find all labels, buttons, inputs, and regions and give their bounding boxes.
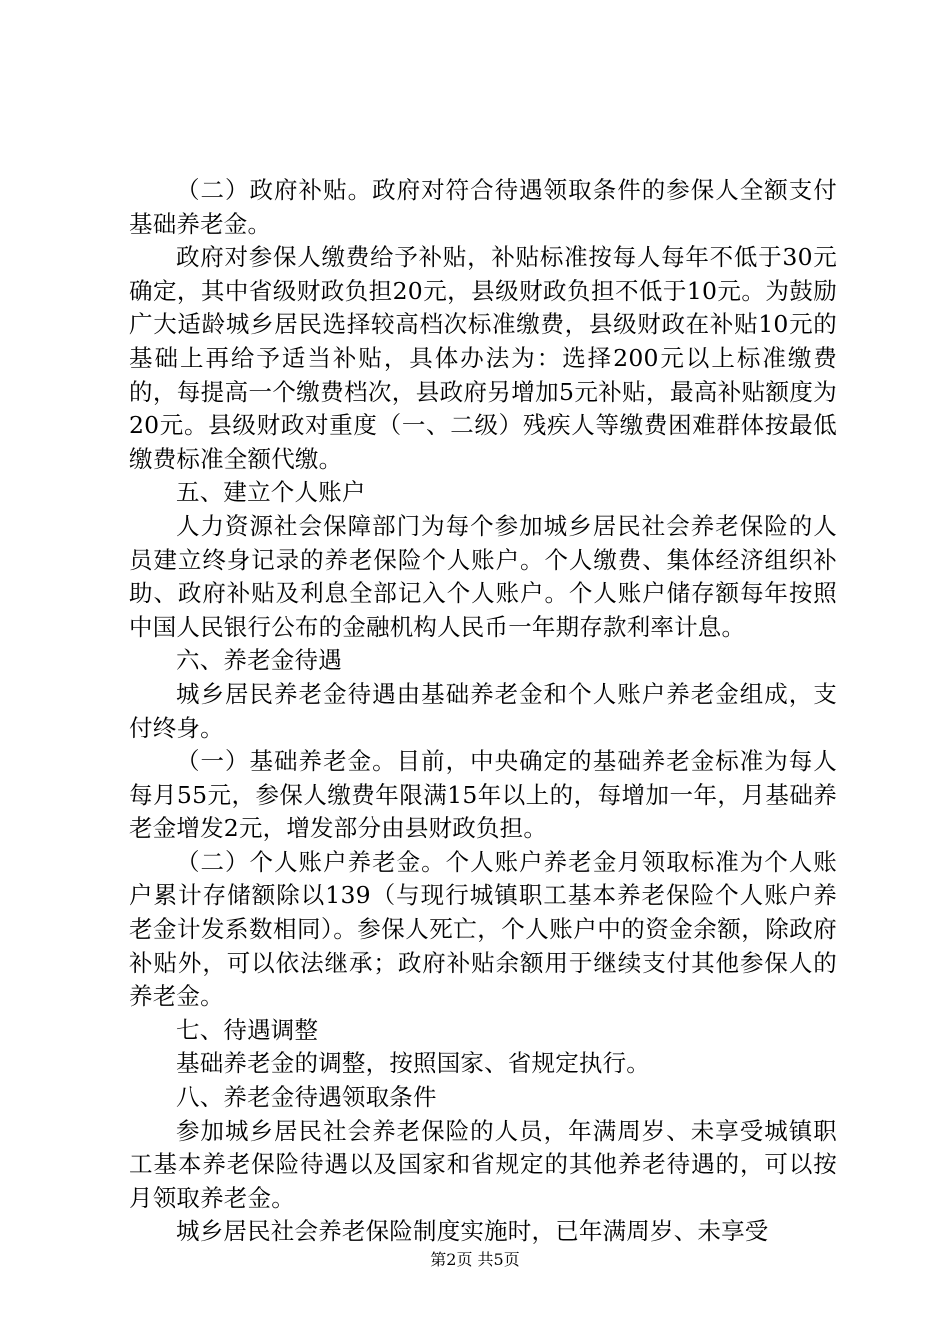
- paragraph-benefit-adjustment: 基础养老金的调整，按照国家、省规定执行。: [176, 1049, 650, 1078]
- paragraph-personal-account: 人力资源社会保障部门为每个参加城乡居民社会养老保险的人员建立终身记录的养老保险个人账户。个人缴费、集体经济组织补助、政府补贴及利息全部记入个人账户。个人账户储存额每年按照中国人民银行公布的金融机构人民币一年期存款利率计息。: [129, 511, 837, 641]
- page-number-footer: 第2页 共5页: [430, 1250, 520, 1269]
- section-heading-eligibility: 八、养老金待遇领取条件: [176, 1083, 437, 1112]
- section-heading-benefit-adjustment: 七、待遇调整: [176, 1015, 319, 1044]
- section-heading-personal-account: 五、建立个人账户: [176, 478, 366, 507]
- paragraph-implementation: 城乡居民社会养老保险制度实施时，已年满周岁、未享受: [176, 1217, 769, 1246]
- document-body: [129, 174, 837, 1249]
- paragraph-pension-composition: 城乡居民养老金待遇由基础养老金和个人账户养老金组成，支付终身。: [129, 679, 837, 742]
- paragraph-basic-pension: （一）基础养老金。目前，中央确定的基础养老金标准为每人每月55元，参保人缴费年限满15年以上的，每增加一年，月基础养老金增发2元，增发部分由县财政负担。: [129, 747, 837, 843]
- paragraph-government-subsidy: （二）政府补贴。政府对符合待遇领取条件的参保人全额支付基础养老金。: [129, 176, 837, 238]
- section-heading-pension-benefits: 六、养老金待遇: [176, 646, 342, 675]
- paragraph-eligibility: 参加城乡居民社会养老保险的人员，年满周岁、未享受城镇职工基本养老保险待遇以及国家和省规定的其他养老待遇的，可以按月领取养老金。: [129, 1116, 837, 1212]
- paragraph-account-pension: （二）个人账户养老金。个人账户养老金月领取标准为个人账户累计存储额除以139（与现行城镇职工基本养老保险个人账户养老金计发系数相同）。参保人死亡，个人账户中的资金余额，除政府补贴外，可以依法继承；政府补贴余额用于继续支付其他参保人的养老金。: [129, 847, 837, 1011]
- paragraph-subsidy-standard: 政府对参保人缴费给予补贴，补贴标准按每人每年不低于30元确定，其中省级财政负担20元，县级财政负担不低于10元。为鼓励广大适龄城乡居民选择较高档次标准缴费，县级财政在补贴10元的基础上再给予适当补贴，具体办法为：选择200元以上标准缴费的，每提高一个缴费档次，县政府另增加5元补贴，最高补贴额度为20元。县级财政对重度（一、二级）残疾人等缴费困难群体按最低缴费标准全额代缴。: [129, 243, 837, 473]
